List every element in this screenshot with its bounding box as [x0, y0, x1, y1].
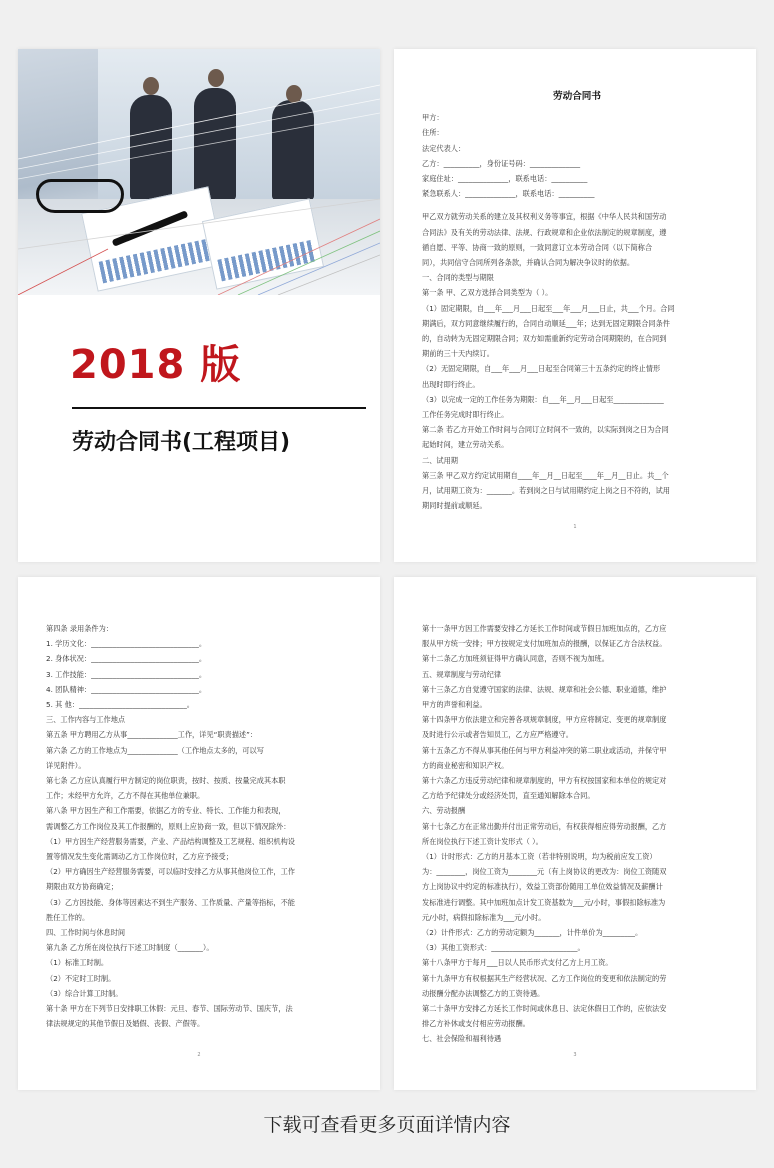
page-number: 2 [197, 1052, 201, 1058]
text-line: 紧急联系人：______________，联系电话：__________ [422, 189, 595, 199]
text-line: 第十九条甲方有权根据其生产经营状况、乙方工作岗位的变更和依法制定的劳 [422, 973, 667, 983]
text-line: 第八条 甲方因生产和工作需要，依据乙方的专业、特长、工作能力和表现， [46, 806, 286, 816]
text-line: 甲方的声誉和利益。 [422, 700, 487, 710]
text-line: 及时进行公示或者告知员工，乙方应严格遵守。 [422, 730, 573, 740]
contract-page-1 [394, 49, 756, 562]
text-line: 乙方给予纪律处分或经济处罚，直至通知解除本合同。 [422, 791, 595, 801]
text-line: 同），共同信守合同所列各条款，并确认合同为解决争议时的依据。 [422, 258, 635, 268]
text-line: 1. 学历文化：______________________________。 [46, 639, 207, 649]
text-line: 第二条 若乙方开始工作时间与合同订立时间不一致的，以实际到岗之日为合同 [422, 425, 669, 435]
text-line: 第七条 乙方应认真履行甲方制定的岗位职责，按时、按质、按量完成其本职 [46, 776, 286, 786]
text-line: 四、工作时间与休息时间 [46, 928, 126, 938]
text-line: （1）甲方因生产经营服务需要，产业、产品结构调整及工艺规程、组织机构设 [46, 836, 295, 846]
text-line: 乙方：__________，身份证号码：______________ [422, 158, 581, 168]
text-line: 第十六条乙方违反劳动纪律和规章制度的，甲方有权按国家和本单位的规定对 [422, 776, 667, 786]
text-line: 甲方： [422, 113, 444, 123]
text-line: 七、社会保险和福利待遇 [422, 1034, 502, 1044]
text-line: 2. 身体状况：______________________________。 [46, 654, 207, 664]
text-line: 期同时提前或顺延。 [422, 501, 487, 511]
text-line: 第十七条乙方在正常出勤并付出正常劳动后，有权获得相应得劳动报酬，乙方 [422, 821, 667, 831]
text-line: 出现时即行终止。 [422, 379, 480, 389]
text-line: 方上岗协议中约定的标准执行），效益工资部份随用工单位效益情况及薪酬计 [422, 882, 663, 892]
text-line: 元/小时，病假扣除标准为___元/小时。 [422, 912, 546, 922]
text-line: （2）不定时工时制。 [46, 973, 116, 983]
text-line: 方的商业秘密和知识产权。 [422, 760, 509, 770]
page-number: 3 [573, 1052, 577, 1058]
text-line: 工作任务完成时即行终止。 [422, 410, 509, 420]
text-line: 第六条 乙方的工作地点为______________（工作地点太多的，可以写 [46, 745, 264, 755]
cover-title: 劳动合同书(工程项目) [72, 430, 291, 455]
text-line: 第五条 甲方聘用乙方从事______________工作，详见“职责描述”： [46, 730, 257, 740]
cover-divider [72, 407, 366, 409]
text-line: 服从甲方统一安排；甲方按规定支付加班加点的报酬，以保证乙方合法权益。 [422, 639, 667, 649]
text-line: （3）其他工资形式：________________________。 [422, 943, 585, 953]
text-line: 法定代表人： [422, 143, 466, 153]
text-line: 的，自动转为无固定期限合同；双方如需重新约定劳动合同期限的，在合同到 [422, 334, 667, 344]
page-body [422, 89, 732, 513]
text-line: 第三条 甲乙双方约定试用期自____年__月__日起至____年__月__日止。共__个 [422, 470, 669, 480]
text-line: 5. 其 他：______________________________。 [46, 700, 194, 710]
text-line: 排乙方补休或支付相应劳动报酬。 [422, 1019, 530, 1029]
text-line: 第十一条甲方因工作需要安排乙方延长工作时间或节假日加班加点的，乙方应 [422, 624, 667, 633]
contract-page-3 [394, 577, 756, 1090]
text-line: （2）无固定期限，自___年___月___日起至合同第三十五条约定的终止情形 [422, 364, 661, 374]
text-line: 第十五条乙方不得从事其他任何与甲方利益冲突的第二职业或活动，并保守甲 [422, 745, 667, 755]
text-line: （1）标准工时制。 [46, 958, 109, 968]
text-line: 发标准进行调整。其中加班加点计发工资基数为___元/小时，事假扣除标准为 [422, 897, 666, 907]
text-line: 第十四条甲方依法建立和完善各项规章制度，甲方应将制定、变更的规章制度 [422, 715, 667, 725]
text-line: （2）甲方确因生产经营服务需要，可以临时安排乙方从事其他岗位工作，工作 [46, 867, 295, 877]
text-line: 二、试用期 [422, 455, 458, 465]
text-line: （1）计时形式：乙方的月基本工资（若非特别说明，均为税前应发工资） [422, 852, 657, 862]
text-line: 4. 团队精神：______________________________。 [46, 684, 207, 694]
text-line: （1）固定期限，自___年___月___日起至___年___月___日止，共___个月。合同 [422, 303, 675, 313]
text-line: 第十八条甲方于每月___日以人民币形式支付乙方上月工资。 [422, 958, 613, 968]
page-body [422, 621, 732, 1047]
text-line: 第十条 甲方在下列节日安排职工休假：元旦、春节、国际劳动节、国庆节，法 [46, 1004, 293, 1014]
text-line: 3. 工作技能：______________________________。 [46, 669, 207, 679]
page-number: 1 [573, 524, 577, 530]
page-body [46, 621, 356, 1031]
decorative-lines [18, 49, 380, 295]
cover-photo [18, 49, 380, 295]
text-line: 所在岗位执行下述工资计发形式（ ）。 [422, 836, 543, 846]
cover-year: 2018 版 [70, 342, 242, 388]
text-line: 甲乙双方就劳动关系的建立及其权利义务等事宜，根据《中华人民共和国劳动 [422, 212, 667, 222]
contract-page-2 [18, 577, 380, 1090]
text-line: 置等情况发生变化需调动乙方工作岗位时，乙方应予接受； [46, 852, 233, 862]
text-line: 循自愿、平等、协商一致的原则，一致同意订立本劳动合同（以下简称合 [422, 242, 653, 252]
text-line: 合同法》及有关的劳动法律、法规、行政规章和企业依法制定的规章制度，遵 [422, 227, 667, 237]
text-line: （2）计件形式：乙方的劳动定额为_______，计件单价为_________。 [422, 928, 643, 938]
text-line: 五、规章制度与劳动纪律 [422, 669, 502, 679]
text-line: 第四条 录用条件为： [46, 624, 113, 633]
text-line: 起始时间，建立劳动关系。 [422, 440, 509, 450]
text-line: 第九条 乙方所在岗位执行下述工时制度（_______）。 [46, 943, 214, 953]
text-line: 胜任工作的。 [46, 912, 90, 922]
paragraph-gap [422, 201, 732, 209]
text-line: （3）以完成一定的工作任务为期限：自___年__月___日起至______________ [422, 394, 664, 404]
text-line: 期前的三十天内续订。 [422, 349, 494, 359]
text-line: 为：________，岗位工资为________元（有上岗协议的更改为：岗位工资随双 [422, 867, 667, 877]
text-line: 期满后，双方同意继续履行的，合同自动顺延___年；达到无固定期限合同条件 [422, 318, 670, 328]
text-line: 家庭住址：______________，联系电话：__________ [422, 174, 588, 184]
text-line: 需调整乙方工作岗位及其工作报酬的，原则上应协商一致，但以下情况除外： [46, 821, 291, 831]
text-line: 律法规规定的其他节假日及婚假、丧假、产假等。 [46, 1019, 205, 1029]
text-line: （3）综合计算工时制。 [46, 988, 123, 998]
text-line: 三、工作内容与工作地点 [46, 715, 126, 725]
text-line: （3）乙方因技能、身体等因素达不到生产服务、工作质量、产量等指标，不能 [46, 897, 295, 907]
text-line: 六、劳动报酬 [422, 806, 466, 816]
text-line: 第一条 甲、乙双方选择合同类型为（ ）。 [422, 288, 553, 298]
text-line: 详见附件）。 [46, 760, 86, 770]
text-line: 住所： [422, 128, 444, 138]
text-line: 动报酬分配办法调整乙方的工资待遇。 [422, 988, 545, 998]
text-line: 第十二条乙方加班须征得甲方确认同意，否则不视为加班。 [422, 654, 609, 664]
cover-page [18, 49, 380, 562]
text-line: 期限由双方协商确定； [46, 882, 118, 892]
text-line: 一、合同的类型与期限 [422, 273, 494, 283]
download-more-caption[interactable]: 下载可查看更多页面详情内容 [263, 1114, 511, 1136]
contract-title: 劳动合同书 [553, 91, 601, 102]
text-line: 第十三条乙方自觉遵守国家的法律、法规、规章和社会公德、职业道德，维护 [422, 684, 667, 694]
text-line: 月，试用期工资为：_______。若到岗之日与试用期约定上岗之日不符的，试用 [422, 486, 670, 496]
text-line: 工作；未经甲方允许，乙方不得在其他单位兼职。 [46, 791, 205, 801]
text-line: 第二十条甲方安排乙方延长工作时间或休息日、法定休假日工作的，应依法安 [422, 1004, 667, 1014]
